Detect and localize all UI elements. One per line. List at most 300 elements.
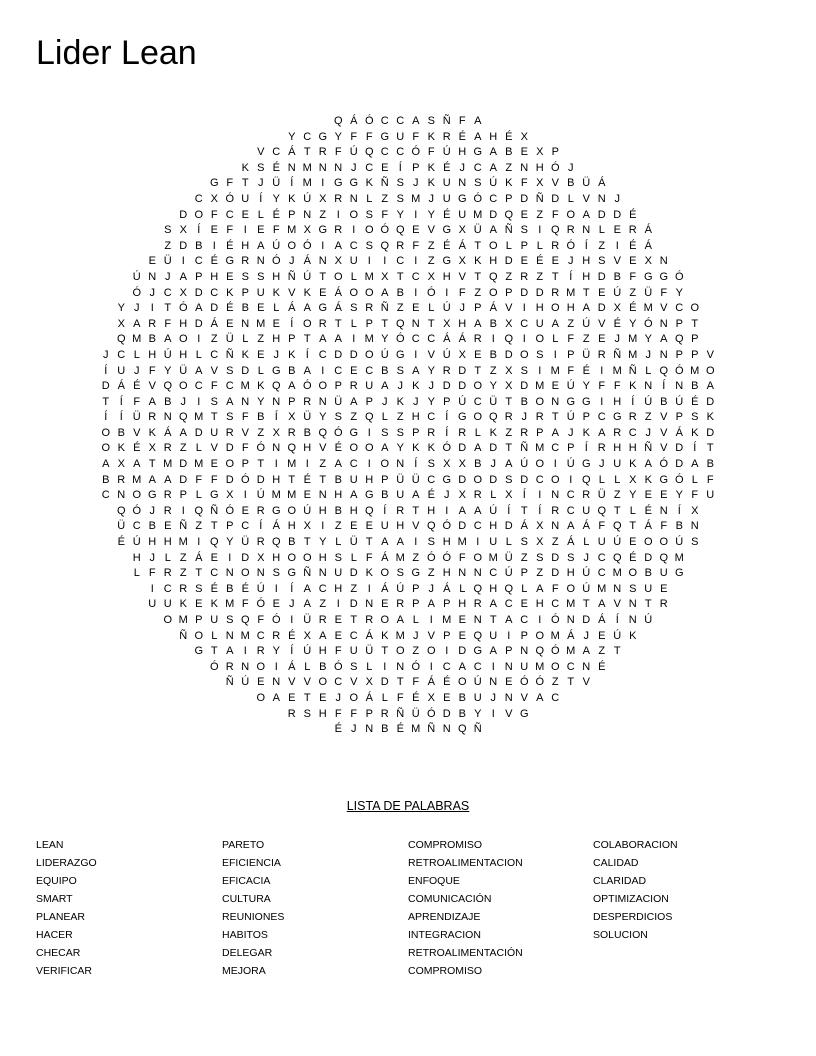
grid-letter[interactable]: G xyxy=(349,426,359,439)
grid-letter[interactable]: Ó xyxy=(240,473,250,486)
grid-letter[interactable]: Á xyxy=(288,146,296,159)
grid-letter[interactable]: É xyxy=(117,536,125,549)
grid-letter[interactable]: S xyxy=(474,177,482,190)
grid-letter[interactable]: H xyxy=(582,255,591,268)
grid-letter[interactable]: M xyxy=(364,333,374,346)
grid-letter[interactable]: Ñ xyxy=(427,723,436,736)
grid-letter[interactable]: G xyxy=(442,473,452,486)
grid-letter[interactable]: C xyxy=(163,286,172,299)
grid-letter[interactable]: Ó xyxy=(674,270,684,283)
grid-letter[interactable]: Ó xyxy=(442,442,452,455)
grid-letter[interactable]: C xyxy=(132,520,141,533)
grid-letter[interactable]: T xyxy=(489,614,497,626)
grid-letter[interactable]: X xyxy=(443,458,451,471)
grid-letter[interactable]: E xyxy=(319,691,327,704)
grid-letter[interactable]: N xyxy=(225,567,234,580)
grid-letter[interactable]: Z xyxy=(334,520,342,533)
grid-letter[interactable]: E xyxy=(226,317,234,330)
grid-letter[interactable]: S xyxy=(691,536,699,549)
grid-letter[interactable]: D xyxy=(458,473,467,486)
grid-letter[interactable]: Ú xyxy=(613,629,622,642)
grid-letter[interactable]: R xyxy=(427,426,436,439)
grid-letter[interactable]: J xyxy=(165,270,171,283)
grid-letter[interactable]: Q xyxy=(116,333,126,346)
grid-letter[interactable]: A xyxy=(179,426,187,439)
grid-letter[interactable]: M xyxy=(178,614,188,626)
grid-letter[interactable]: D xyxy=(675,442,684,455)
grid-letter[interactable]: O xyxy=(132,489,142,502)
grid-letter[interactable]: F xyxy=(350,707,358,720)
grid-letter[interactable]: Ü xyxy=(597,489,606,502)
grid-letter[interactable]: S xyxy=(226,411,234,424)
grid-letter[interactable]: D xyxy=(504,520,513,533)
grid-letter[interactable]: Ó xyxy=(535,676,545,689)
grid-letter[interactable]: Q xyxy=(287,442,297,455)
grid-letter[interactable]: C xyxy=(303,130,312,143)
grid-letter[interactable]: Ó xyxy=(395,333,405,346)
grid-letter[interactable]: Ñ xyxy=(380,177,389,190)
grid-letter[interactable]: Z xyxy=(567,317,575,330)
grid-letter[interactable]: S xyxy=(691,411,699,424)
grid-letter[interactable]: Z xyxy=(613,489,621,502)
grid-letter[interactable]: J xyxy=(351,161,357,174)
grid-letter[interactable]: O xyxy=(240,567,250,580)
grid-letter[interactable]: D xyxy=(194,426,203,439)
grid-letter[interactable]: T xyxy=(350,614,358,626)
grid-letter[interactable]: Ó xyxy=(225,192,235,205)
grid-letter[interactable]: O xyxy=(690,302,700,315)
grid-letter[interactable]: V xyxy=(582,676,590,689)
grid-letter[interactable]: C xyxy=(520,614,529,626)
grid-letter[interactable]: S xyxy=(520,224,528,237)
grid-letter[interactable]: E xyxy=(210,551,218,564)
grid-letter[interactable]: E xyxy=(334,614,342,626)
grid-letter[interactable]: D xyxy=(520,380,529,393)
grid-letter[interactable]: É xyxy=(613,317,621,330)
grid-letter[interactable]: A xyxy=(598,426,606,439)
grid-letter[interactable]: T xyxy=(164,302,172,315)
grid-letter[interactable]: P xyxy=(412,161,420,174)
grid-letter[interactable]: K xyxy=(691,426,699,439)
grid-letter[interactable]: Í xyxy=(104,364,108,377)
grid-letter[interactable]: É xyxy=(133,380,141,393)
grid-letter[interactable]: Á xyxy=(443,333,451,346)
grid-letter[interactable]: Í xyxy=(569,270,573,283)
grid-letter[interactable]: Í xyxy=(677,504,681,517)
grid-letter[interactable]: Z xyxy=(350,411,358,424)
grid-letter[interactable]: E xyxy=(257,302,265,315)
grid-letter[interactable]: B xyxy=(148,520,156,533)
grid-letter[interactable]: F xyxy=(412,130,420,143)
grid-letter[interactable]: Á xyxy=(644,224,652,237)
grid-letter[interactable]: F xyxy=(412,676,420,689)
grid-letter[interactable]: A xyxy=(319,333,327,346)
grid-letter[interactable]: A xyxy=(474,504,482,517)
grid-letter[interactable]: I xyxy=(274,660,278,673)
grid-letter[interactable]: Ñ xyxy=(504,224,513,237)
grid-letter[interactable]: P xyxy=(195,614,203,626)
grid-letter[interactable]: M xyxy=(550,364,560,377)
grid-letter[interactable]: R xyxy=(442,130,451,143)
grid-letter[interactable]: É xyxy=(598,660,606,673)
grid-letter[interactable]: S xyxy=(210,395,218,408)
grid-letter[interactable]: Ú xyxy=(303,270,312,283)
grid-letter[interactable]: X xyxy=(458,255,466,268)
grid-letter[interactable]: É xyxy=(427,489,435,502)
grid-letter[interactable]: Ú xyxy=(256,582,265,595)
grid-letter[interactable]: L xyxy=(381,411,388,424)
grid-letter[interactable]: Q xyxy=(473,582,483,595)
grid-letter[interactable]: Ú xyxy=(582,567,591,580)
grid-letter[interactable]: M xyxy=(535,660,545,673)
grid-letter[interactable]: R xyxy=(597,442,606,455)
grid-letter[interactable]: Ú xyxy=(256,489,265,502)
grid-letter[interactable]: J xyxy=(397,380,403,393)
grid-letter[interactable]: J xyxy=(645,348,651,361)
grid-letter[interactable]: Y xyxy=(257,395,265,408)
grid-letter[interactable]: Ó xyxy=(659,458,669,471)
grid-letter[interactable]: Í xyxy=(383,504,387,517)
grid-letter[interactable]: D xyxy=(504,348,513,361)
grid-letter[interactable]: E xyxy=(629,255,637,268)
grid-letter[interactable]: O xyxy=(349,442,359,455)
grid-letter[interactable]: I xyxy=(228,551,232,564)
grid-letter[interactable]: R xyxy=(551,286,560,299)
grid-letter[interactable]: Ó xyxy=(302,239,312,252)
grid-letter[interactable]: E xyxy=(629,536,637,549)
grid-letter[interactable]: R xyxy=(179,582,188,595)
grid-letter[interactable]: N xyxy=(442,723,451,736)
grid-letter[interactable]: L xyxy=(257,208,264,221)
grid-letter[interactable]: Í xyxy=(259,520,263,533)
grid-letter[interactable]: M xyxy=(287,489,297,502)
grid-letter[interactable]: R xyxy=(535,411,544,424)
grid-letter[interactable]: C xyxy=(396,146,405,159)
grid-letter[interactable]: Ü xyxy=(349,536,358,549)
grid-letter[interactable]: Y xyxy=(117,302,125,315)
grid-letter[interactable]: B xyxy=(458,691,466,704)
grid-letter[interactable]: S xyxy=(257,270,265,283)
grid-letter[interactable]: Y xyxy=(288,130,296,143)
grid-letter[interactable]: U xyxy=(489,536,498,549)
grid-letter[interactable]: R xyxy=(628,224,637,237)
grid-letter[interactable]: I xyxy=(383,255,387,268)
grid-letter[interactable]: Á xyxy=(520,520,528,533)
grid-letter[interactable]: T xyxy=(381,645,389,658)
grid-letter[interactable]: X xyxy=(505,380,513,393)
grid-letter[interactable]: D xyxy=(101,380,110,393)
grid-letter[interactable]: E xyxy=(210,224,218,237)
grid-letter[interactable]: P xyxy=(505,645,513,658)
grid-letter[interactable]: A xyxy=(644,458,652,471)
grid-letter[interactable]: G xyxy=(442,255,452,268)
grid-letter[interactable]: Y xyxy=(427,395,435,408)
grid-letter[interactable]: Ñ xyxy=(396,707,405,720)
grid-letter[interactable]: D xyxy=(194,286,203,299)
grid-letter[interactable]: S xyxy=(334,411,342,424)
grid-letter[interactable]: Á xyxy=(365,691,373,704)
grid-letter[interactable]: P xyxy=(226,520,234,533)
grid-letter[interactable]: C xyxy=(349,239,358,252)
grid-letter[interactable]: K xyxy=(489,426,497,439)
grid-letter[interactable]: O xyxy=(256,660,266,673)
grid-letter[interactable]: U xyxy=(582,504,591,517)
grid-letter[interactable]: Q xyxy=(116,504,126,517)
grid-letter[interactable]: Q xyxy=(395,224,405,237)
grid-letter[interactable]: F xyxy=(365,130,373,143)
grid-letter[interactable]: Y xyxy=(474,707,482,720)
grid-letter[interactable]: G xyxy=(364,489,374,502)
grid-letter[interactable]: C xyxy=(535,473,544,486)
grid-letter[interactable]: A xyxy=(489,161,497,174)
grid-letter[interactable]: X xyxy=(117,317,125,330)
grid-letter[interactable]: Z xyxy=(505,426,513,439)
grid-letter[interactable]: B xyxy=(226,582,234,595)
grid-letter[interactable]: K xyxy=(412,380,420,393)
grid-letter[interactable]: V xyxy=(210,364,218,377)
grid-letter[interactable]: B xyxy=(288,364,296,377)
grid-letter[interactable]: Ü xyxy=(117,520,126,533)
grid-letter[interactable]: L xyxy=(505,239,512,252)
grid-letter[interactable]: Q xyxy=(488,270,498,283)
grid-letter[interactable]: D xyxy=(225,473,234,486)
grid-letter[interactable]: I xyxy=(197,536,201,549)
grid-letter[interactable]: M xyxy=(302,177,312,190)
grid-letter[interactable]: I xyxy=(538,224,542,237)
grid-letter[interactable]: I xyxy=(197,395,201,408)
grid-letter[interactable]: R xyxy=(163,489,172,502)
grid-letter[interactable]: X xyxy=(381,270,389,283)
grid-letter[interactable]: Ñ xyxy=(225,676,234,689)
grid-letter[interactable]: S xyxy=(427,458,435,471)
grid-letter[interactable]: P xyxy=(412,426,420,439)
grid-letter[interactable]: P xyxy=(505,286,513,299)
grid-letter[interactable]: I xyxy=(212,239,216,252)
grid-letter[interactable]: A xyxy=(334,239,342,252)
grid-letter[interactable]: K xyxy=(288,192,296,205)
grid-letter[interactable]: I xyxy=(321,177,325,190)
grid-letter[interactable]: Q xyxy=(488,411,498,424)
grid-letter[interactable]: X xyxy=(536,146,544,159)
grid-letter[interactable]: H xyxy=(427,504,436,517)
grid-letter[interactable]: E xyxy=(210,458,218,471)
grid-letter[interactable]: Y xyxy=(675,286,683,299)
grid-letter[interactable]: P xyxy=(691,348,699,361)
grid-letter[interactable]: P xyxy=(334,380,342,393)
grid-letter[interactable]: O xyxy=(659,536,669,549)
grid-letter[interactable]: N xyxy=(551,520,560,533)
grid-letter[interactable]: I xyxy=(600,364,604,377)
grid-letter[interactable]: P xyxy=(288,333,296,346)
grid-letter[interactable]: T xyxy=(412,504,420,517)
grid-letter[interactable]: A xyxy=(536,582,544,595)
grid-letter[interactable]: C xyxy=(628,426,637,439)
grid-letter[interactable]: F xyxy=(133,395,141,408)
grid-letter[interactable]: B xyxy=(458,707,466,720)
grid-letter[interactable]: P xyxy=(443,598,451,611)
grid-letter[interactable]: R xyxy=(272,629,281,642)
grid-letter[interactable]: U xyxy=(535,317,544,330)
grid-letter[interactable]: Q xyxy=(209,536,219,549)
grid-letter[interactable]: Y xyxy=(272,645,280,658)
grid-letter[interactable]: D xyxy=(179,473,188,486)
grid-letter[interactable]: U xyxy=(613,458,622,471)
grid-letter[interactable]: E xyxy=(660,489,668,502)
grid-letter[interactable]: L xyxy=(257,364,264,377)
grid-letter[interactable]: N xyxy=(659,255,668,268)
grid-letter[interactable]: N xyxy=(504,691,513,704)
grid-letter[interactable]: Ó xyxy=(426,286,436,299)
grid-letter[interactable]: S xyxy=(505,473,513,486)
grid-letter[interactable]: Z xyxy=(195,520,203,533)
grid-letter[interactable]: J xyxy=(149,286,155,299)
grid-letter[interactable]: Á xyxy=(598,177,606,190)
grid-letter[interactable]: Y xyxy=(164,364,172,377)
grid-letter[interactable]: Z xyxy=(505,161,513,174)
grid-letter[interactable]: Q xyxy=(318,426,328,439)
grid-letter[interactable]: M xyxy=(612,567,622,580)
grid-letter[interactable]: D xyxy=(489,442,498,455)
grid-letter[interactable]: O xyxy=(550,660,560,673)
grid-letter[interactable]: A xyxy=(288,380,296,393)
grid-letter[interactable]: J xyxy=(413,629,419,642)
grid-letter[interactable]: É xyxy=(396,723,404,736)
grid-letter[interactable]: N xyxy=(551,395,560,408)
grid-letter[interactable]: C xyxy=(427,333,436,346)
grid-letter[interactable]: E xyxy=(412,302,420,315)
grid-letter[interactable]: H xyxy=(458,598,467,611)
grid-letter[interactable]: Á xyxy=(443,582,451,595)
grid-letter[interactable]: K xyxy=(427,442,435,455)
grid-letter[interactable]: B xyxy=(102,473,110,486)
grid-letter[interactable]: U xyxy=(644,582,653,595)
grid-letter[interactable]: I xyxy=(367,458,371,471)
grid-letter[interactable]: Z xyxy=(396,302,404,315)
grid-letter[interactable]: P xyxy=(288,395,296,408)
grid-letter[interactable]: C xyxy=(349,629,358,642)
grid-letter[interactable]: Á xyxy=(195,551,203,564)
grid-letter[interactable]: N xyxy=(520,645,529,658)
grid-letter[interactable]: F xyxy=(350,130,358,143)
grid-letter[interactable]: O xyxy=(473,473,483,486)
grid-letter[interactable]: G xyxy=(643,270,653,283)
grid-letter[interactable]: Ñ xyxy=(225,348,234,361)
grid-letter[interactable]: S xyxy=(629,582,637,595)
grid-letter[interactable]: F xyxy=(334,146,342,159)
grid-letter[interactable]: I xyxy=(321,364,325,377)
grid-letter[interactable]: I xyxy=(491,707,495,720)
grid-letter[interactable]: U xyxy=(210,614,219,626)
grid-letter[interactable]: M xyxy=(364,270,374,283)
grid-letter[interactable]: Ü xyxy=(365,645,374,658)
grid-letter[interactable]: B xyxy=(241,302,249,315)
grid-letter[interactable]: M xyxy=(411,723,421,736)
grid-letter[interactable]: É xyxy=(412,691,420,704)
grid-letter[interactable]: A xyxy=(350,395,358,408)
grid-letter[interactable]: Q xyxy=(395,317,405,330)
grid-letter[interactable]: Z xyxy=(412,645,420,658)
grid-letter[interactable]: O xyxy=(194,629,204,642)
grid-letter[interactable]: S xyxy=(396,426,404,439)
grid-letter[interactable]: Ñ xyxy=(210,504,219,517)
grid-letter[interactable]: O xyxy=(628,567,638,580)
grid-letter[interactable]: Z xyxy=(582,333,590,346)
grid-letter[interactable]: Á xyxy=(334,302,342,315)
grid-letter[interactable]: C xyxy=(566,660,575,673)
grid-letter[interactable]: A xyxy=(551,317,559,330)
grid-letter[interactable]: U xyxy=(241,192,250,205)
grid-letter[interactable]: X xyxy=(505,489,513,502)
grid-letter[interactable]: E xyxy=(520,146,528,159)
grid-letter[interactable]: O xyxy=(535,629,545,642)
grid-letter[interactable]: H xyxy=(210,270,219,283)
grid-letter[interactable]: N xyxy=(365,723,374,736)
grid-letter[interactable]: N xyxy=(334,161,343,174)
grid-letter[interactable]: X xyxy=(334,255,342,268)
grid-letter[interactable]: E xyxy=(272,598,280,611)
grid-letter[interactable]: Á xyxy=(164,426,172,439)
grid-letter[interactable]: M xyxy=(395,551,405,564)
grid-letter[interactable]: R xyxy=(148,317,157,330)
grid-letter[interactable]: H xyxy=(489,520,498,533)
grid-letter[interactable]: Y xyxy=(381,333,389,346)
grid-letter[interactable]: Á xyxy=(381,582,389,595)
grid-letter[interactable]: R xyxy=(241,255,250,268)
grid-letter[interactable]: I xyxy=(243,645,247,658)
grid-letter[interactable]: P xyxy=(675,317,683,330)
grid-letter[interactable]: Z xyxy=(319,208,327,221)
grid-letter[interactable]: N xyxy=(272,442,281,455)
grid-letter[interactable]: H xyxy=(566,567,575,580)
grid-letter[interactable]: A xyxy=(303,582,311,595)
grid-letter[interactable]: C xyxy=(442,660,451,673)
grid-letter[interactable]: S xyxy=(350,302,358,315)
grid-letter[interactable]: Z xyxy=(598,645,606,658)
grid-letter[interactable]: R xyxy=(597,348,606,361)
grid-letter[interactable]: H xyxy=(365,473,374,486)
grid-letter[interactable]: D xyxy=(349,598,358,611)
grid-letter[interactable]: A xyxy=(474,115,482,127)
grid-letter[interactable]: A xyxy=(133,458,141,471)
grid-letter[interactable]: T xyxy=(288,473,296,486)
grid-letter[interactable]: A xyxy=(536,691,544,704)
grid-letter[interactable]: Ñ xyxy=(628,364,637,377)
grid-letter[interactable]: Í xyxy=(290,645,294,658)
grid-letter[interactable]: J xyxy=(583,551,589,564)
grid-letter[interactable]: Ó xyxy=(426,551,436,564)
grid-letter[interactable]: L xyxy=(350,270,357,283)
grid-letter[interactable]: V xyxy=(613,255,621,268)
grid-letter[interactable]: Q xyxy=(612,520,622,533)
grid-letter[interactable]: R xyxy=(582,489,591,502)
grid-letter[interactable]: Y xyxy=(319,411,327,424)
grid-letter[interactable]: Ú xyxy=(582,582,591,595)
grid-letter[interactable]: I xyxy=(321,520,325,533)
grid-letter[interactable]: M xyxy=(566,286,576,299)
grid-letter[interactable]: L xyxy=(304,660,311,673)
grid-letter[interactable]: N xyxy=(318,567,327,580)
grid-letter[interactable]: X xyxy=(288,411,296,424)
grid-letter[interactable]: M xyxy=(550,629,560,642)
grid-letter[interactable]: Á xyxy=(427,676,435,689)
grid-letter[interactable]: R xyxy=(365,302,374,315)
grid-letter[interactable]: N xyxy=(318,255,327,268)
grid-letter[interactable]: T xyxy=(334,317,342,330)
grid-letter[interactable]: R xyxy=(334,192,343,205)
grid-letter[interactable]: R xyxy=(473,333,482,346)
grid-letter[interactable]: A xyxy=(582,302,590,315)
grid-letter[interactable]: V xyxy=(520,691,528,704)
